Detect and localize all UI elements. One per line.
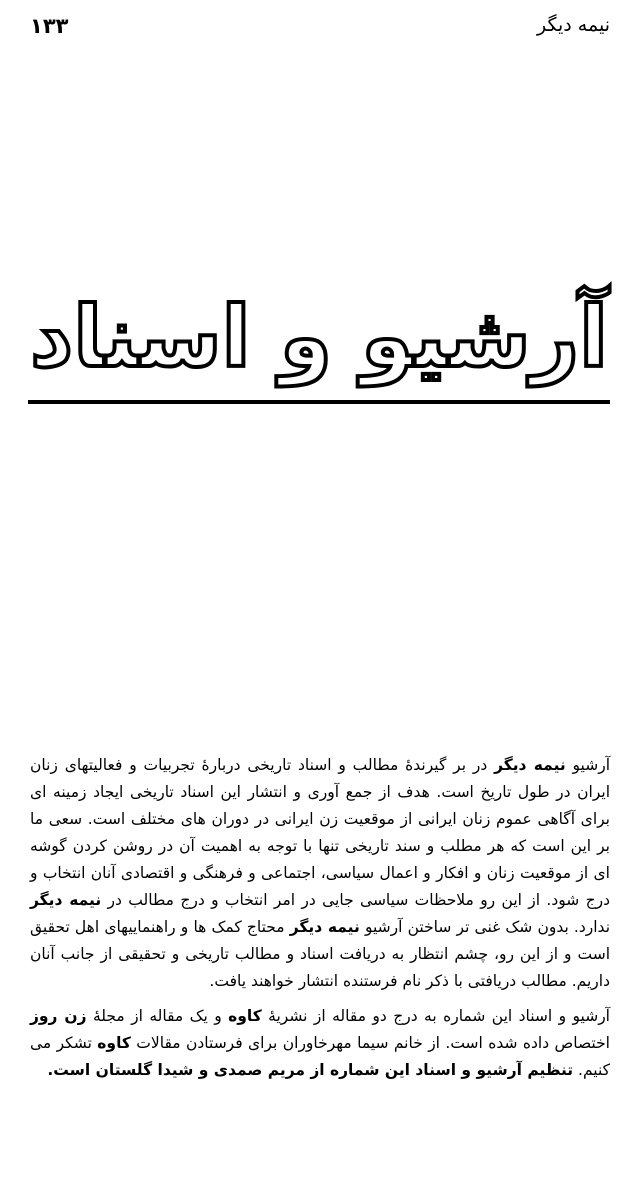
- intro-text-3: ندارد. بدون شک غنی تر ساختن آرشیو: [359, 918, 611, 936]
- running-title: نیمه دیگر: [537, 14, 610, 36]
- kaveh-name-1: کاوه: [228, 1007, 262, 1025]
- issue-note-paragraph: [30, 1003, 610, 1084]
- intro-text-1: آرشیو: [565, 756, 610, 774]
- intro-text-4: محتاج کمک ها و راهنماییهای اهل تحقیق است و از این رو، چشم انتظار به دریافت اسناد و مطالب تاریخی و تحقیقی از جانب آنان داریم. مطالب دریافتی با ذکر نام فرستنده انتشار خواهند یافت.: [30, 918, 610, 990]
- section-title-block: [30, 282, 608, 402]
- section-title: آرشیو و اسناد: [30, 288, 608, 386]
- page-number: ۱۳۳: [30, 14, 69, 38]
- issue-text-3: اختصاص داده شده است. از خانم سیما مهرخاوران برای فرستادن مقالات: [130, 1034, 610, 1052]
- intro-paragraph: [30, 752, 610, 995]
- issue-text-1: آرشیو و اسناد این شماره به درج دو مقاله از نشریهٔ: [261, 1007, 610, 1025]
- intro-text-2: در بر گیرندهٔ مطالب و اسناد تاریخی دربارهٔ تجربیات و فعالیتهای زنان ایران در طول تاریخ است. هدف از جمع آوری و انتشار این اسناد تاریخی ایجاد زمینه ای برای آگاهی عموم زنان ایرانی از موقعیت زن ایرانی در دوران های مختلف است. سعی ما بر این است که هر مطلب و سند تاریخی تنها با توجه به اهمیت آن در روشن کردن گوشه ای از موقعیت زنان و افکار و اعمال سیاسی، اجتماعی و فرهنگی و اقتصادی آنان انتخاب و درج شود. از این رو ملاحظات سیاسی جایی در امر انتخاب و درج مطالب در: [30, 756, 610, 909]
- page-header: [30, 14, 610, 44]
- journal-name-2: نیمه دیگر: [30, 891, 102, 909]
- zan-rooz-name: زن روز: [30, 1007, 87, 1025]
- journal-name-1: نیمه دیگر: [494, 756, 566, 774]
- kaveh-name-2: کاوه: [97, 1034, 131, 1052]
- editors-credit: تنظیم آرشیو و اسناد این شماره از مریم صمدی و شیدا گلستان است.: [47, 1061, 574, 1079]
- issue-text-4: تشکر می کنیم.: [30, 1034, 610, 1079]
- journal-name-3: نیمه دیگر: [289, 918, 360, 936]
- issue-text-2: و یک مقاله از مجلهٔ: [86, 1007, 229, 1025]
- title-underline: [28, 400, 610, 404]
- article-body: [30, 752, 610, 1084]
